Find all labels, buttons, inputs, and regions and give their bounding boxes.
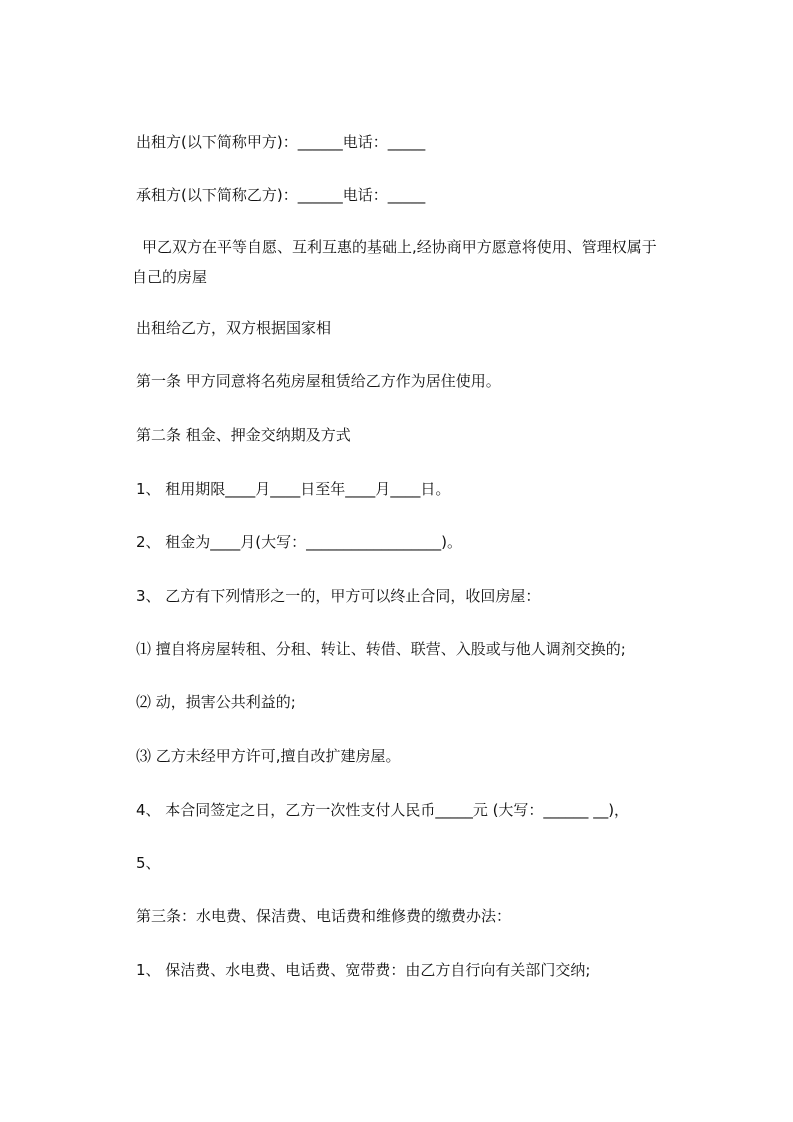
subitem-2: ⑵ 动，损害公共利益的; [136, 693, 296, 711]
intro-paragraph [132, 232, 706, 292]
item-3-termination: 3、 乙方有下列情形之一的，甲方可以终止合同，收回房屋： [136, 587, 541, 605]
subitem-1: ⑴ 擅自将房屋转租、分租、转让、转借、联营、入股或与他人调剂交换的; [136, 640, 626, 658]
item-1-term: 1、 租用期限____月____日至年____月____日。 [136, 480, 451, 498]
intro-continuation: 出租给乙方，双方根据国家相 [136, 319, 332, 337]
article-3-heading: 第三条：水电费、保洁费、电话费和维修费的缴费办法： [136, 907, 512, 925]
intro-line-1: 甲乙双方在平等自愿、互利互惠的基础上,经协商甲方愿意将使用、管理权属于 [142, 238, 657, 256]
intro-line-2: 自己的房屋 [132, 268, 208, 286]
lessee-line: 承租方(以下简称乙方)：______电话：_____ [136, 186, 426, 204]
lessor-line: 出租方(以下简称甲方)：______电话：_____ [136, 133, 426, 151]
article-3-item-1: 1、 保洁费、水电费、电话费、宽带费：由乙方自行向有关部门交纳; [136, 961, 591, 979]
item-4-payment: 4、 本合同签定之日，乙方一次性支付人民币_____元 (大写：______ __)， [136, 801, 630, 819]
item-2-rent: 2、 租金为____月(大写：__________________)。 [136, 533, 463, 551]
article-1: 第一条 甲方同意将名苑房屋租赁给乙方作为居住使用。 [136, 372, 501, 390]
article-2-heading: 第二条 租金、押金交纳期及方式 [136, 426, 351, 444]
item-5: 5、 [136, 854, 161, 872]
subitem-3: ⑶ 乙方未经甲方许可,擅自改扩建房屋。 [136, 747, 401, 765]
